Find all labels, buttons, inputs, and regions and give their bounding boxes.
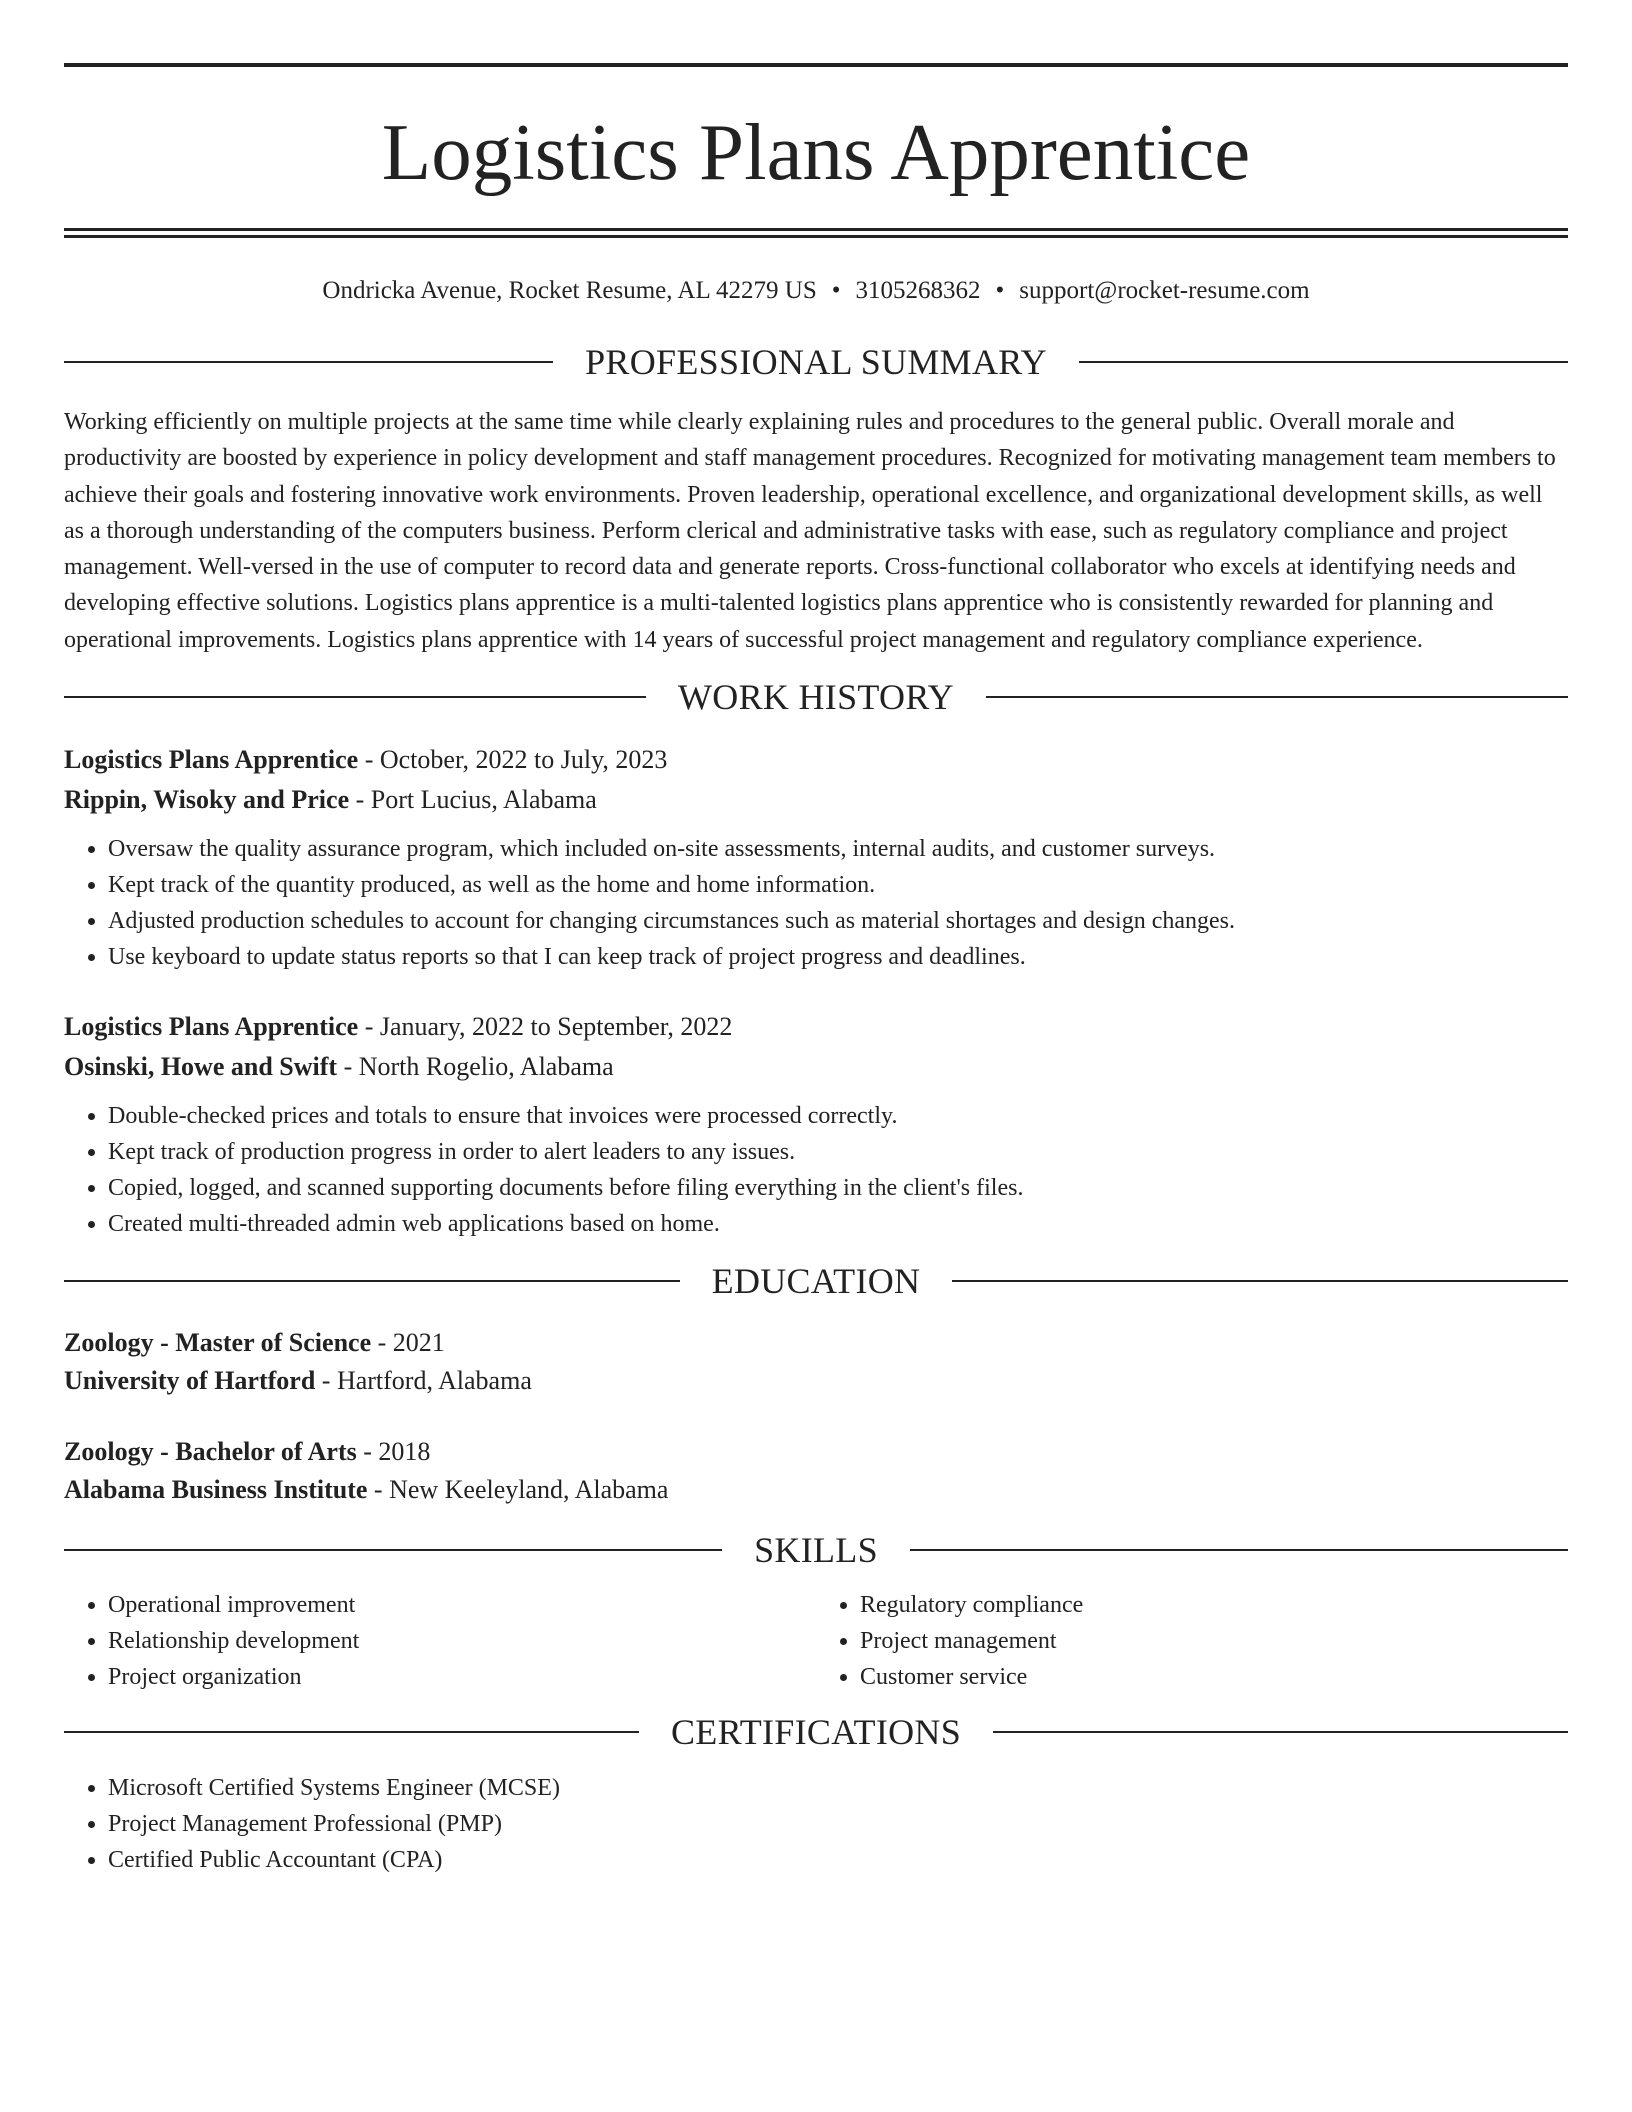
contact-phone: 3105268362 [855, 277, 981, 304]
contact-line [64, 274, 1568, 308]
contact-separator: • [831, 277, 841, 304]
education-location: - New Keeleyland, Alabama [367, 1475, 669, 1505]
education-school-line [64, 1471, 1568, 1509]
header-double-rule [64, 228, 1568, 238]
section-title-work: WORK HISTORY [678, 677, 954, 718]
skills-grid [64, 1587, 1568, 1695]
job-bullets [64, 831, 1568, 975]
education-school: University of Hartford [64, 1366, 316, 1396]
job-bullet: • Oversaw the quality assurance program, which included on-site assessments, internal audits, and customer surveys. [108, 831, 1568, 867]
certification-item: • Project Management Professional (PMP) [108, 1806, 1568, 1842]
education-degree: Zoology - Master of Science [64, 1328, 372, 1358]
skills-column-left [64, 1587, 816, 1695]
section-rule [64, 1280, 680, 1282]
job-dates: - October, 2022 to July, 2023 [358, 745, 668, 775]
summary-text: Working efficiently on multiple projects at the same time while clearly explaining rules and procedures to the general public. Overall morale and productivity are boosted by experience in policy development and staff management procedures. Recognized for motivating management team members to achieve their goals and fostering innovative work environments. Proven leadership, operational excellence, and organizational development skills, as well as a thorough understanding of the computers business. Perform clerical and administrative tasks with ease, such as regulatory compliance and project management. Well-versed in the use of computer to record data and generate reports. Cross-functional collaborator who excels at identifying needs and developing effective solutions. Logistics plans apprentice is a multi-talented logistics plans apprentice who is consistently rewarded for planning and operational improvements. Logistics plans apprentice with 14 years of successful project management and regulatory compliance experience. [64, 409, 1556, 653]
section-rule [64, 696, 646, 698]
section-rule [64, 1549, 722, 1551]
education-school: Alabama Business Institute [64, 1475, 368, 1505]
skill-item: • Regulatory compliance [860, 1587, 1568, 1623]
contact-address: Ondricka Avenue, Rocket Resume, AL 42279 US [322, 277, 817, 304]
section-header-summary [64, 337, 1568, 387]
job-dates: - January, 2022 to September, 2022 [358, 1012, 733, 1042]
candidate-name: Logistics Plans Apprentice [381, 107, 1251, 197]
header-top-rule [64, 63, 1568, 67]
section-rule [952, 1280, 1568, 1282]
contact-separator: • [995, 277, 1005, 304]
certification-item: • Microsoft Certified Systems Engineer (MCSE) [108, 1770, 1568, 1806]
job-role: Logistics Plans Apprentice [64, 1012, 359, 1042]
section-rule [910, 1549, 1568, 1551]
skill-item: • Operational improvement [108, 1587, 816, 1623]
education-degree-line [64, 1433, 1568, 1471]
job-company-line [64, 780, 1568, 820]
certification-item: • Certified Public Accountant (CPA) [108, 1842, 1568, 1878]
job-bullet: • Created multi-threaded admin web applications based on home. [108, 1206, 1568, 1242]
job-bullet: • Use keyboard to update status reports so that I can keep track of project progress and deadlines. [108, 939, 1568, 975]
job-company-line [64, 1047, 1568, 1087]
education-entry [64, 1324, 1568, 1400]
section-rule [64, 361, 553, 363]
skills-column-right [816, 1587, 1568, 1695]
job-bullet: • Kept track of the quantity produced, as well as the home and home information. [108, 867, 1568, 903]
education-degree-line [64, 1324, 1568, 1362]
job-entry [64, 740, 1568, 975]
job-title-line [64, 1007, 1568, 1047]
skill-item: • Project organization [108, 1659, 816, 1695]
contact-email: support@rocket-resume.com [1019, 277, 1310, 304]
section-title-certifications: CERTIFICATIONS [670, 1712, 962, 1753]
education-year: - 2021 [371, 1328, 445, 1358]
section-title-skills: SKILLS [754, 1530, 878, 1571]
education-school-line [64, 1362, 1568, 1400]
job-title-line [64, 740, 1568, 780]
job-location: - Port Lucius, Alabama [349, 785, 597, 815]
education-location: - Hartford, Alabama [315, 1366, 532, 1396]
section-rule [64, 1731, 639, 1733]
education-degree: Zoology - Bachelor of Arts [64, 1437, 357, 1467]
section-header-certifications [64, 1707, 1568, 1757]
job-location: - North Rogelio, Alabama [337, 1052, 614, 1082]
job-entry [64, 1007, 1568, 1242]
job-bullet: • Copied, logged, and scanned supporting documents before filing everything in the client's files. [108, 1170, 1568, 1206]
section-header-work [64, 672, 1568, 722]
job-bullet: • Adjusted production schedules to account for changing circumstances such as material shortages and design changes. [108, 903, 1568, 939]
section-header-skills [64, 1525, 1568, 1575]
certifications-list [64, 1770, 1568, 1878]
skill-item: • Relationship development [108, 1623, 816, 1659]
job-bullet: • Double-checked prices and totals to ensure that invoices were processed correctly. [108, 1098, 1568, 1134]
section-rule [993, 1731, 1568, 1733]
job-bullet: • Kept track of production progress in order to alert leaders to any issues. [108, 1134, 1568, 1170]
education-year: - 2018 [356, 1437, 431, 1467]
section-rule [1079, 361, 1568, 363]
section-title-education: EDUCATION [711, 1261, 921, 1302]
section-rule [986, 696, 1568, 698]
skill-item: • Customer service [860, 1659, 1568, 1695]
skill-item: • Project management [860, 1623, 1568, 1659]
job-bullets [64, 1098, 1568, 1242]
job-company: Osinski, Howe and Swift [64, 1052, 338, 1082]
section-title-summary: PROFESSIONAL SUMMARY [585, 342, 1047, 382]
job-role: Logistics Plans Apprentice [64, 745, 359, 775]
education-entry [64, 1433, 1568, 1509]
job-company: Rippin, Wisoky and Price [64, 785, 350, 815]
section-header-education [64, 1256, 1568, 1306]
